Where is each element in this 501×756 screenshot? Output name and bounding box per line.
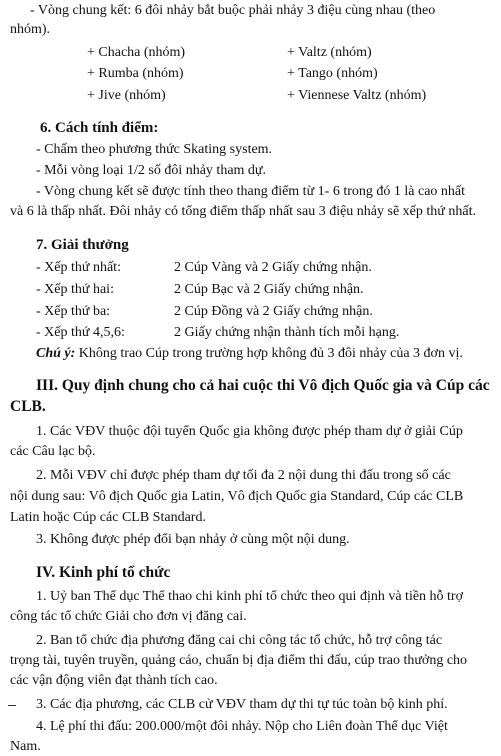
dance-item-viennese-valtz: + Viennese Valtz (nhóm) bbox=[287, 88, 427, 103]
dance-item-jive: + Jive (nhóm) bbox=[87, 88, 166, 103]
scoring-line-2: - Mỗi vòng loại 1/2 số đôi nhảy tham dự. bbox=[36, 163, 267, 178]
award-prize-4: 2 Giấy chứng nhận thành tích mỗi hạng. bbox=[174, 325, 400, 340]
section4-heading: IV. Kinh phí tổ chức bbox=[36, 564, 171, 581]
award-rank-1: - Xếp thứ nhất: bbox=[36, 260, 121, 275]
final-round-line-2: nhóm). bbox=[10, 22, 51, 37]
section3-heading-line-1: III. Quy định chung cho cả hai cuộc thi Vô địch Quốc gia và Cúp các bbox=[36, 377, 490, 394]
award-rank-3: - Xếp thứ ba: bbox=[36, 304, 111, 319]
section3-line-6: 3. Không được phép đổi bạn nhảy ở cùng một nội dung. bbox=[36, 532, 350, 547]
section3-line-2: các Câu lạc bộ. bbox=[10, 444, 96, 459]
award-prize-3: 2 Cúp Đồng và 2 Giấy chứng nhận. bbox=[174, 304, 373, 319]
awards-note bbox=[36, 345, 463, 363]
section3-line-3: 2. Mỗi VĐV chỉ được phép tham dự tối đa 2 nội dung thi đấu trong số các bbox=[36, 468, 451, 483]
dance-item-chacha: + Chacha (nhóm) bbox=[87, 45, 186, 60]
section3-line-5: Latin hoặc Cúp các CLB Standard. bbox=[10, 510, 206, 525]
scoring-line-1: - Chấm theo phương thức Skating system. bbox=[36, 142, 273, 157]
scoring-line-4: và 6 là thấp nhất. Đôi nhảy có tổng điểm thấp nhất sau 3 điệu nhảy sẽ xếp thứ nhất. bbox=[10, 204, 476, 219]
award-rank-4: - Xếp thứ 4,5,6: bbox=[36, 325, 125, 340]
awards-note-text: Không trao Cúp trong trường hợp không đủ 3 đôi nhảy của 3 đơn vị. bbox=[75, 346, 463, 361]
scoring-line-3: - Vòng chung kết sẽ được tính theo thang điểm từ 1- 6 trong đó 1 là cao nhất bbox=[36, 184, 466, 199]
section4-line-6: 3. Các địa phương, các CLB cử VĐV tham dự thi tự túc toàn bộ kinh phí. bbox=[36, 697, 448, 712]
scoring-heading: 6. Cách tính điểm: bbox=[40, 120, 159, 136]
award-rank-2: - Xếp thứ hai: bbox=[36, 282, 114, 297]
section3-line-1: 1. Các VĐV thuộc đội tuyển Quốc gia không được phép tham dự ở giải Cúp bbox=[36, 424, 463, 439]
section4-line-1: 1. Uỷ ban Thể dục Thể thao chi kinh phí tổ chức theo qui định và tiền hỗ trợ bbox=[36, 589, 463, 604]
final-round-line-1: - Vòng chung kết: 6 đôi nhảy bắt buộc phải nhảy 3 điệu cùng nhau (theo bbox=[30, 3, 436, 18]
section3-line-4: nội dung sau: Vô địch Quốc gia Latin, Vô địch Quốc gia Standard, Cúp các CLB bbox=[10, 489, 464, 504]
section4-line-8: Nam. bbox=[10, 739, 41, 754]
section4-line-5: các vận động viên đạt thành tích cao. bbox=[10, 673, 218, 688]
awards-note-label: Chú ý: bbox=[36, 346, 76, 361]
awards-heading: 7. Giải thưởng bbox=[36, 237, 129, 253]
section3-heading-line-2: CLB. bbox=[10, 398, 46, 415]
dance-item-tango: + Tango (nhóm) bbox=[287, 66, 378, 81]
section4-line-2: công tác tổ chức Giải cho đơn vị đăng cai. bbox=[10, 609, 247, 624]
dance-item-rumba: + Rumba (nhóm) bbox=[87, 66, 184, 81]
section4-line-4: trọng tài, tuyên truyền, quảng cáo, chuẩn bị địa điểm thi đấu, cúp trao thưởng cho bbox=[10, 653, 468, 668]
scan-mark bbox=[8, 705, 16, 706]
award-prize-1: 2 Cúp Vàng và 2 Giấy chứng nhận. bbox=[174, 260, 372, 275]
section4-line-7: 4. Lệ phí thi đấu: 200.000/một đôi nhảy. Nộp cho Liên đoàn Thể dục Việt bbox=[36, 719, 448, 734]
dance-item-valtz: + Valtz (nhóm) bbox=[287, 45, 372, 60]
section4-line-3: 2. Ban tổ chức địa phương đăng cai chi công tác tổ chức, hỗ trợ công tác bbox=[36, 633, 443, 648]
award-prize-2: 2 Cúp Bạc và 2 Giấy chứng nhận. bbox=[174, 282, 364, 297]
